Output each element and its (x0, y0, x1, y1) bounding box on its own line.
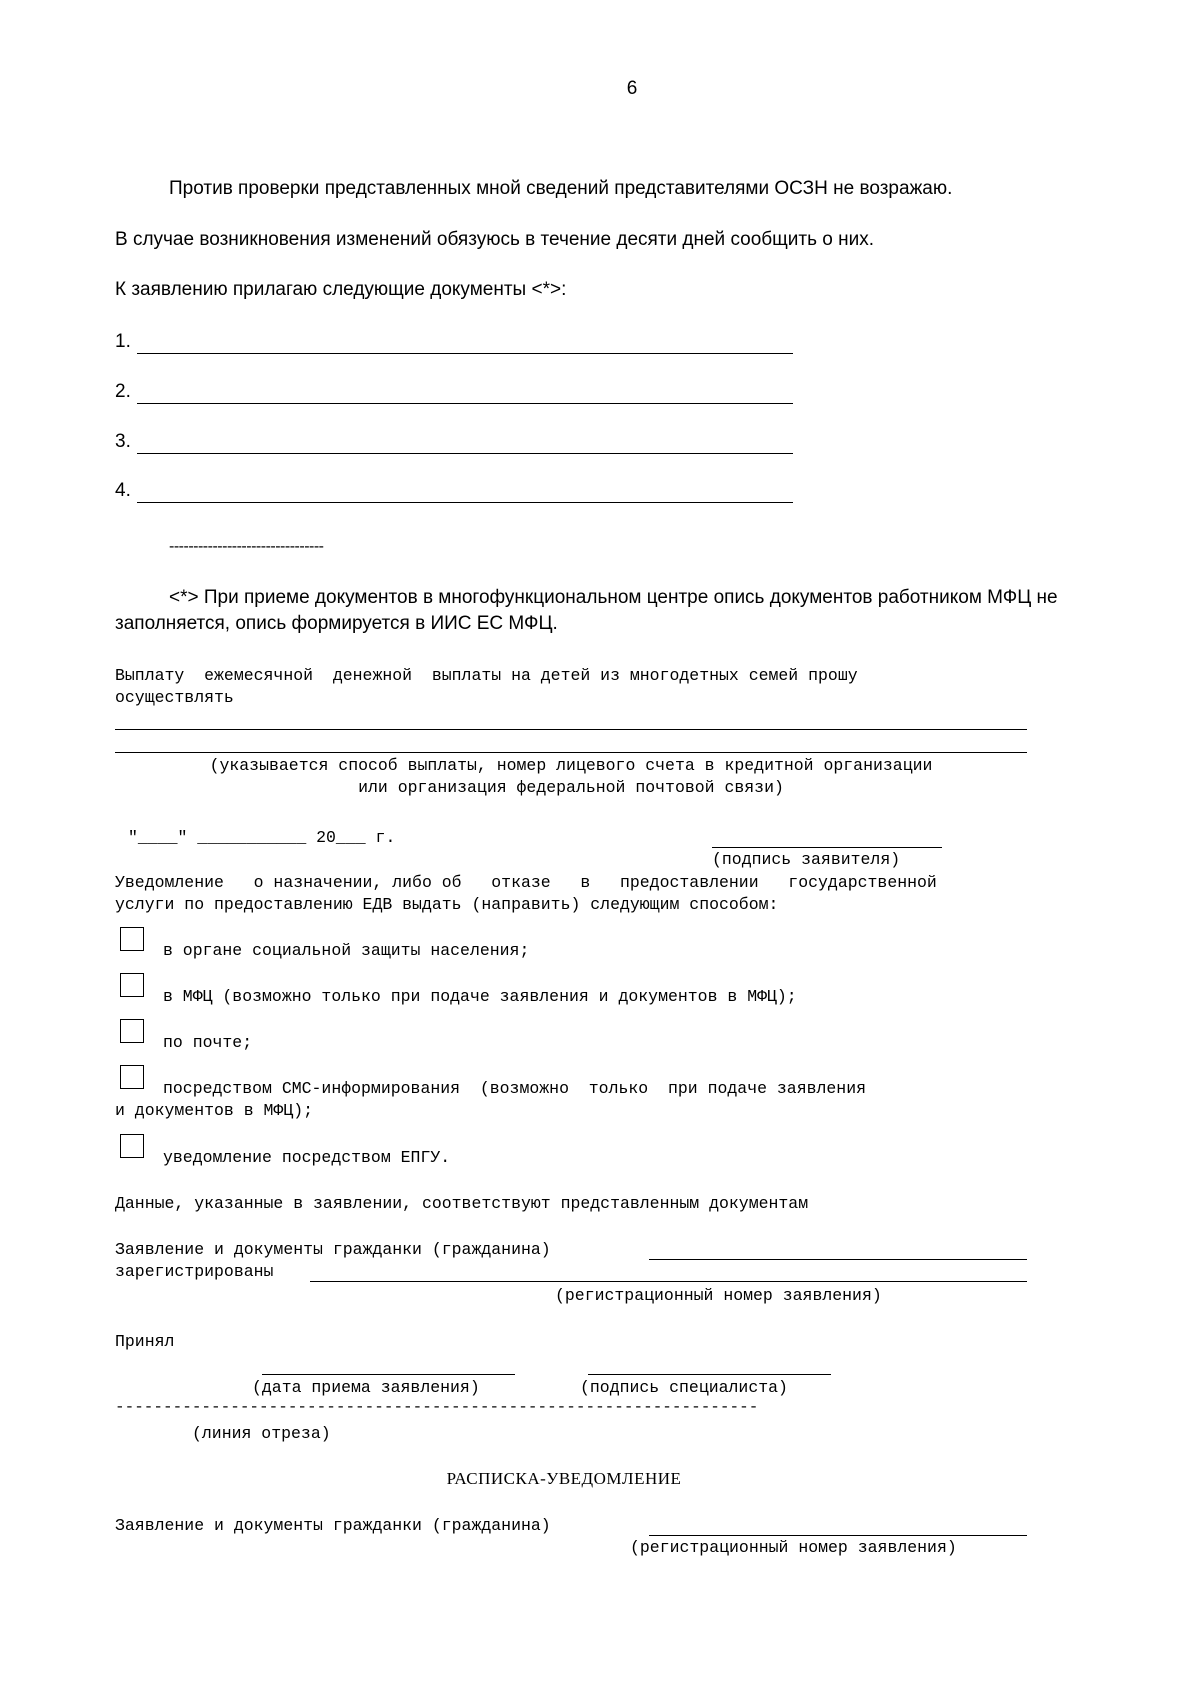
registration-line-2: зарегистрированы (115, 1262, 274, 1281)
footnote-line-2: заполняется, опись формируется в ИИС ЕС МФЦ. (115, 613, 558, 634)
payment-hint-2: или организация федеральной почтовой связи) (358, 778, 784, 797)
no-objection-statement: Против проверки представленных мной сведений представителями ОСЗН не возражаю. (169, 178, 953, 199)
verification-statement: Данные, указанные в заявлении, соответствуют представленным документам (115, 1194, 809, 1213)
attachment-line (137, 353, 793, 354)
applicant-signature-label: (подпись заявителя) (712, 850, 901, 869)
specialist-signature-hint: (подпись специалиста) (580, 1378, 788, 1397)
attachment-line (137, 453, 793, 454)
notify-option-label: по почте; (163, 1033, 253, 1052)
receipt-hint: (регистрационный номер заявления) (630, 1538, 957, 1557)
notify-option-label: уведомление посредством ЕПГУ. (163, 1148, 451, 1167)
notify-sms-checkbox[interactable] (120, 1065, 144, 1089)
acceptance-date-hint: (дата приема заявления) (252, 1378, 480, 1397)
registration-hint: (регистрационный номер заявления) (555, 1286, 882, 1305)
attachment-number: 2. (115, 381, 131, 402)
notify-mfc-checkbox[interactable] (120, 973, 144, 997)
attachment-number: 3. (115, 431, 131, 452)
acceptance-date-line (262, 1374, 515, 1375)
notify-epgu-checkbox[interactable] (120, 1134, 144, 1158)
payment-fill-line (115, 729, 1027, 730)
citizen-name-line (649, 1259, 1027, 1260)
cut-line: ------------------------------------------------------------------- (115, 1398, 759, 1416)
payment-hint-1: (указывается способ выплаты, номер лицевого счета в кредитной организации (209, 756, 933, 775)
notify-social-protection-checkbox[interactable] (120, 927, 144, 951)
footnote-line-1: <*> При приеме документов в многофункциональном центре опись документов работником МФЦ не (169, 587, 1058, 608)
specialist-signature-line (588, 1374, 831, 1375)
attachment-line (137, 403, 793, 404)
attachment-number: 1. (115, 331, 131, 352)
attachment-line (137, 502, 793, 503)
payment-line-1: Выплату ежемесячной денежной выплаты на детей из многодетных семей прошу (115, 666, 858, 685)
notify-post-checkbox[interactable] (120, 1019, 144, 1043)
applicant-signature-line (712, 847, 942, 848)
cut-line-label: (линия отреза) (192, 1424, 331, 1443)
footnote-separator: -------------------------------- (169, 538, 324, 555)
notify-sms-continuation: и документов в МФЦ); (115, 1101, 314, 1120)
payment-line-2: осуществлять (115, 688, 234, 707)
obligation-statement: В случае возникновения изменений обязуюсь в течение десяти дней сообщить о них. (115, 229, 875, 250)
notify-option-label: посредством СМС-информирования (возможно только при подаче заявления (163, 1079, 867, 1098)
attachments-intro: К заявлению прилагаю следующие документы <*>: (115, 279, 567, 300)
attachment-number: 4. (115, 480, 131, 501)
notify-option-label: в органе социальной защиты населения; (163, 941, 530, 960)
notify-option-label: в МФЦ (возможно только при подаче заявления и документов в МФЦ); (163, 987, 797, 1006)
accepted-label: Принял (115, 1332, 175, 1351)
page-number: 6 (626, 78, 638, 99)
payment-fill-line (115, 752, 1027, 753)
application-date: "____" ___________ 20___ г. (128, 828, 396, 847)
receipt-line-1: Заявление и документы гражданки (гражданина) (115, 1516, 551, 1535)
registration-number-line (310, 1281, 1027, 1282)
receipt-title: РАСПИСКА-УВЕДОМЛЕНИЕ (446, 1469, 682, 1488)
notification-intro-2: услуги по предоставлению ЕДВ выдать (направить) следующим способом: (115, 895, 779, 914)
registration-line-1: Заявление и документы гражданки (гражданина) (115, 1240, 551, 1259)
notification-intro-1: Уведомление о назначении, либо об отказе в предоставлении государственной (115, 873, 937, 892)
receipt-registration-line (649, 1535, 1027, 1536)
